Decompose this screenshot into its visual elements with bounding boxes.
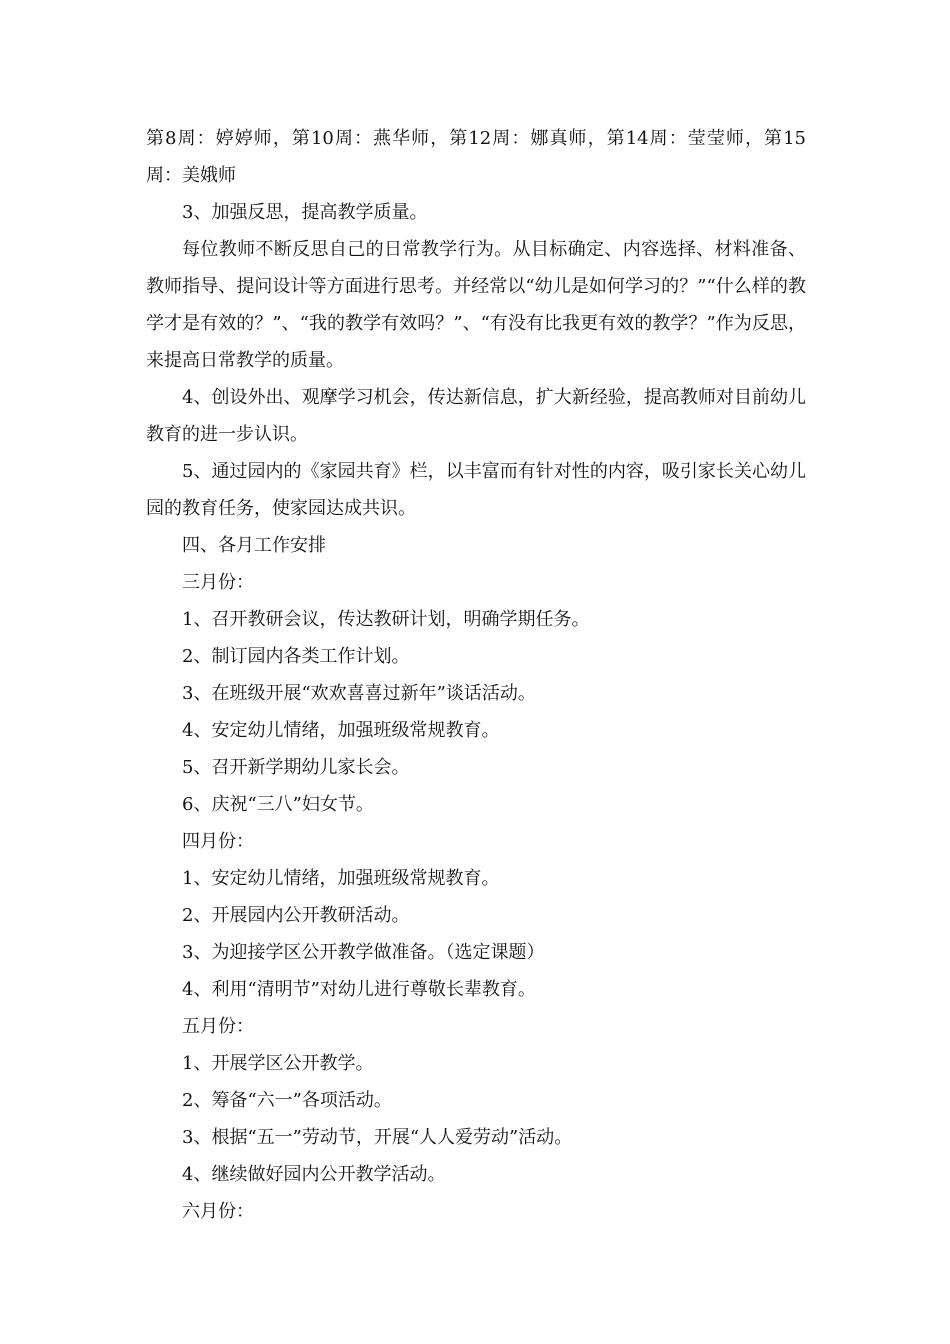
list-item: 2、筹备“六一”各项活动。 [182,1090,392,1111]
list-item: 6、庆祝“三八”妇女节。 [182,794,374,815]
list-item: 4、继续做好园内公开教学活动。 [182,1164,446,1185]
paragraph-5: 5、通过园内的《家园共育》栏，以丰富而有针对性的内容，吸引家长关心幼儿园的教育任务，使家园达成共识。 [146,461,806,519]
list-item: 3、根据“五一”劳动节，开展“人人爱劳动”活动。 [182,1127,573,1148]
month-heading-april: 四月份： [182,831,254,852]
list-item: 2、开展园内公开教研活动。 [182,905,410,926]
month-heading-march: 三月份： [182,572,254,593]
list-item: 1、召开教研会议，传达教研计划，明确学期任务。 [182,609,590,630]
list-item: 3、在班级开展“欢欢喜喜过新年”谈话活动。 [182,683,536,704]
paragraph-3: 每位教师不断反思自己的日常教学行为。从目标确定、内容选择、材料准备、教师指导、提问设计等方面进行思考。并经常以“幼儿是如何学习的？”“什么样的教学才是有效的？”、“我的教学有效吗？”、“有没有比我更有效的教学？”作为反思，来提高日常教学的质量。 [146,239,806,371]
list-item: 5、召开新学期幼儿家长会。 [182,757,410,778]
list-item: 2、制订园内各类工作计划。 [182,646,410,667]
list-item: 3、为迎接学区公开教学做准备。（选定课题） [182,942,545,963]
paragraph-1: 第8周：婷婷师，第10周：燕华师，第12周：娜真师，第14周：莹莹师，第15周：美娥师 [146,128,806,186]
list-item: 4、利用“清明节”对幼儿进行尊敬长辈教育。 [182,979,536,1000]
list-item: 1、开展学区公开教学。 [182,1053,374,1074]
month-heading-may: 五月份： [182,1016,254,1037]
paragraph-2: 3、加强反思，提高教学质量。 [182,202,428,223]
paragraph-4: 4、创设外出、观摩学习机会，传达新信息，扩大新经验，提高教师对目前幼儿教育的进一步认识。 [146,387,806,445]
list-item: 4、安定幼儿情绪，加强班级常规教育。 [182,720,500,741]
month-heading-june: 六月份： [182,1201,254,1222]
section-heading: 四、各月工作安排 [182,535,326,556]
list-item: 1、安定幼儿情绪，加强班级常规教育。 [182,868,500,889]
document-body [146,120,806,1230]
